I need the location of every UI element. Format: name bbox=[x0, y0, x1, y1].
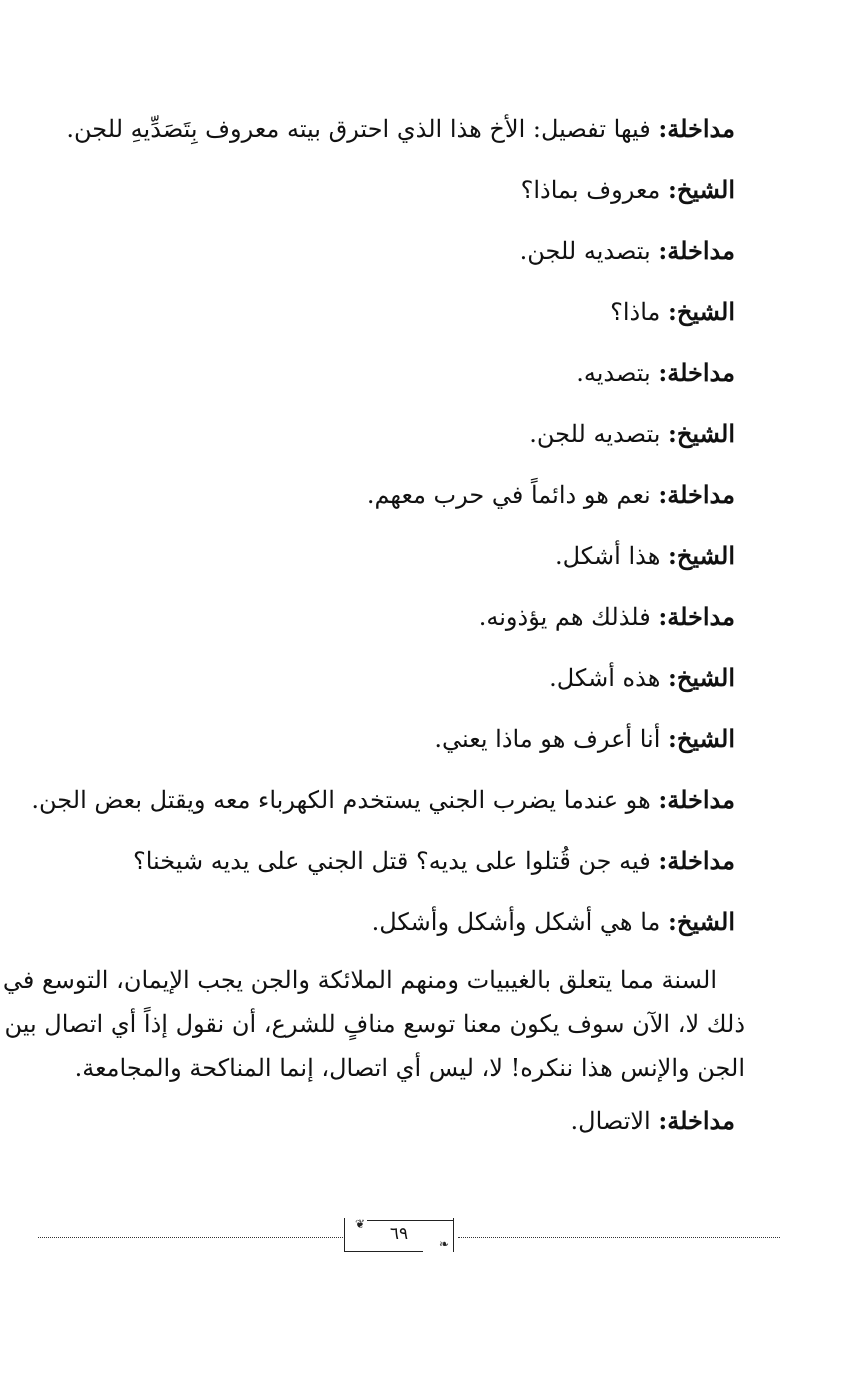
dialogue-text: ما هي أشكل وأشكل وأشكل. bbox=[371, 908, 669, 936]
dialogue-text: هو عندما يضرب الجني يستخدم الكهرباء معه ويقتل بعض الجن. bbox=[31, 786, 659, 814]
commentary-paragraph bbox=[2, 958, 745, 1090]
dialogue-line-13 bbox=[35, 844, 735, 878]
dialogue-line-5 bbox=[35, 356, 735, 390]
dialogue-text: بتصديه للجن. bbox=[519, 237, 659, 265]
dialogue-text: الاتصال. bbox=[570, 1107, 659, 1135]
dialogue-text: فيه جن قُتلوا على يديه؟ قتل الجني على يديه شيخنا؟ bbox=[132, 847, 659, 875]
dialogue-line-4 bbox=[35, 295, 735, 329]
speaker-label: مداخلة: bbox=[658, 1106, 735, 1135]
page-number: ٦٩ bbox=[389, 1224, 409, 1244]
dialogue-line-2 bbox=[35, 173, 735, 207]
speaker-label: الشيخ: bbox=[668, 907, 735, 936]
ornament-icon: ❧ bbox=[438, 1237, 449, 1251]
dialogue-text: أنا أعرف هو ماذا يعني. bbox=[434, 725, 669, 753]
text-block bbox=[2, 112, 745, 1165]
dialogue-text: بتصديه. bbox=[576, 359, 659, 387]
speaker-label: مداخلة: bbox=[658, 236, 735, 265]
dialogue-line-1 bbox=[35, 112, 735, 146]
paragraph-line: ذلك لا، الآن سوف يكون معنا توسع منافٍ للشرع، أن نقول إذاً أي اتصال بين bbox=[4, 1010, 745, 1038]
speaker-label: مداخلة: bbox=[658, 358, 735, 387]
speaker-label: مداخلة: bbox=[658, 602, 735, 631]
speaker-label: الشيخ: bbox=[668, 541, 735, 570]
speaker-label: الشيخ: bbox=[668, 663, 735, 692]
speaker-label: الشيخ: bbox=[668, 724, 735, 753]
dialogue-text: فيها تفصيل: الأخ هذا الذي احترق بيته معروف بِتَصَدِّيهِ للجن. bbox=[66, 115, 659, 143]
dialogue-text: معروف بماذا؟ bbox=[520, 176, 669, 204]
page-number-frame bbox=[344, 1218, 454, 1252]
dialogue-line-6 bbox=[35, 417, 735, 451]
dialogue-line-8 bbox=[35, 539, 735, 573]
speaker-label: مداخلة: bbox=[658, 480, 735, 509]
speaker-label: مداخلة: bbox=[658, 114, 735, 143]
speaker-label: الشيخ: bbox=[668, 419, 735, 448]
speaker-label: مداخلة: bbox=[658, 846, 735, 875]
paragraph-line: السنة مما يتعلق بالغيبيات ومنهم الملائكة والجن يجب الإيمان، التوسع في bbox=[2, 966, 717, 994]
speaker-label: الشيخ: bbox=[668, 297, 735, 326]
dialogue-text: ماذا؟ bbox=[610, 298, 669, 326]
dialogue-line-final bbox=[35, 1104, 735, 1138]
dialogue-line-11 bbox=[35, 722, 735, 756]
dialogue-text: بتصديه للجن. bbox=[529, 420, 669, 448]
ornament-icon: ❦ bbox=[354, 1217, 365, 1231]
dialogue-text: هذه أشكل. bbox=[549, 664, 669, 692]
dialogue-line-14 bbox=[35, 905, 735, 939]
dialogue-line-3 bbox=[35, 234, 735, 268]
footer-divider-right bbox=[458, 1237, 780, 1238]
dialogue-line-12 bbox=[31, 783, 735, 817]
speaker-label: مداخلة: bbox=[658, 785, 735, 814]
dialogue-line-7 bbox=[35, 478, 735, 512]
dialogue-text: نعم هو دائماً في حرب معهم. bbox=[366, 481, 659, 509]
footer-divider-left bbox=[38, 1237, 343, 1238]
speaker-label: الشيخ: bbox=[668, 175, 735, 204]
dialogue-line-9 bbox=[35, 600, 735, 634]
dialogue-text: فلذلك هم يؤذونه. bbox=[478, 603, 659, 631]
page-footer bbox=[38, 1218, 780, 1258]
dialogue-line-10 bbox=[35, 661, 735, 695]
dialogue-text: هذا أشكل. bbox=[555, 542, 669, 570]
paragraph-line: الجن والإنس هذا ننكره! لا، ليس أي اتصال، إنما المناكحة والمجامعة. bbox=[74, 1054, 745, 1082]
